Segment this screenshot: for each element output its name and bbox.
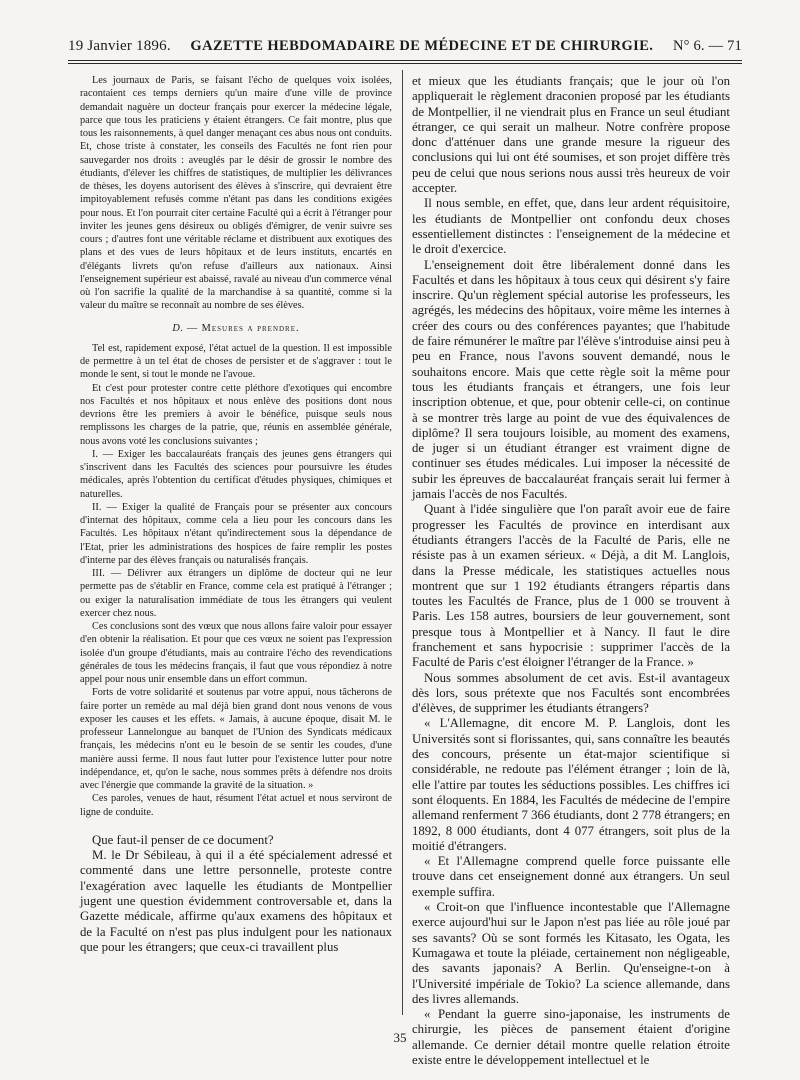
paragraph: Nous sommes absolument de cet avis. Est-il avantageux dès lors, sous prétexte que nos Facultés sont encombrées d'élèves, de supprimer les étudiants étrangers? bbox=[412, 670, 730, 716]
paragraph: Tel est, rapidement exposé, l'état actuel de la question. Il est impossible de permettre à un tel état de choses de persister et de s'aggraver : tout le monde le sent, si tout le monde ne l'avoue. bbox=[80, 342, 392, 381]
paragraph: Forts de votre solidarité et soutenus par votre appui, nous tâcherons de faire porter un remède au mal déjà bien grand dont nous venons de vous exposer les causes et les effets. « Jamais, à aucune époque, disait M. le professeur Lannelongue au banquet de l'Union des Syndicats médicaux français, les médecins n'ont eu le besoin de se sentir les coudes, d'une manière aussi ferme. Il nous faut lutter pour l'existence lutter pour notre indépendance, et, qu'on le sache, nous sommes prêts à défendre nos droits avec l'énergie que commande la gravité de la situation. » bbox=[80, 687, 392, 791]
paragraph: M. le Dr Sébileau, à qui il a été spécialement adressé et commenté dans une lettre personnelle, proteste contre l'exagération avec laquelle les étudiants de Montpellier jugent une question évidemment controversable et, dans la Gazette médicale, affirme qu'aux examens des hôpitaux et de la Faculté on n'est pas plus indulgent pour les nationaux que pour les étrangers; que ceux-ci travaillent plus bbox=[80, 848, 392, 954]
journal-title: GAZETTE HEBDOMADAIRE DE MÉDECINE ET DE CHIRURGIE. bbox=[190, 38, 654, 54]
column-divider bbox=[402, 70, 403, 1015]
paragraph: Il nous semble, en effet, que, dans leur ardent réquisitoire, les étudiants de Montpellier ont confondu deux choses essentiellement distinctes : l'enseignement de la médecine et le droit d'exercice. bbox=[412, 196, 730, 257]
quote-paragraph: « Pendant la guerre sino-japonaise, les instruments de chirurgie, les pièces de pansement étaient d'origine allemande. Ce dernier détail montre quelle relation étroite existe entre le développement intellectuel et le bbox=[412, 1007, 730, 1067]
paragraph: et mieux que les étudiants français; que le jour où l'on appliquerait le règlement draconien proposé par les étudiants de Montpellier, il ne viendrait plus en France un seul étudiant étranger, ce qui serait un malheur. Notre confrère propose donc d'atténuer dans une grande mesure la rigueur des conclusions qui lui ont été soumises, et son projet diffère très peu de celui que nous serions nous aussi très heureux de voir accepter. bbox=[412, 74, 730, 196]
quote-paragraph: « L'Allemagne, dit encore M. P. Langlois, dont les Universités sont si florissantes, qui, sans connaître les beautés des concours, présente un état-major scientifique si considérable, ne redoute pas l'élément étranger ; loin de là, elle l'attire par toutes les séductions possibles. Les chiffres ici sont éloquents. En 1884, les Facultés de médecine de l'empire allemand renferment 7 366 étudiants, dont 2 778 étrangers; en 1892, 8 000 étudiants, dont 4 077 étrangers, soit plus de la moitié d'étrangers. bbox=[412, 716, 730, 853]
section-heading bbox=[80, 322, 392, 335]
issue-and-page: N° 6. — 71 bbox=[672, 38, 742, 54]
paragraph: Ces paroles, venues de haut, résument l'état actuel et nous serviront de ligne de conduite. bbox=[80, 793, 392, 818]
running-header bbox=[68, 38, 742, 55]
header-rule-bottom bbox=[68, 63, 742, 64]
conclusion-item: II. — Exiger la qualité de Français pour se présenter aux concours d'internat des hôpitaux, comme cela a lieu pour les concours dans les Facultés. Les hôpitaux n'étant qu'indirectement sous la dépendance de l'Etat, prier les administrations des hospices de faire remplir les postes d'interne par des élèves français ou naturalisés français. bbox=[80, 501, 392, 566]
conclusion-item: III. — Délivrer aux étrangers un diplôme de docteur qui ne leur permette pas de s'établir en France, comme cela est pratiqué à l'étranger ; ou exiger la naturalisation immédiate de tous les étrangers qui veulent exercer chez nous. bbox=[80, 568, 392, 619]
paragraph: L'enseignement doit être libéralement donné dans les Facultés et dans les hôpitaux à tous ceux qui désirent s'y faire inscrire. Qu'un règlement spécial autorise les professeurs, les agrégés, les médecins des hôpitaux, voire même les internes à créer des cours ou des conférences payantes; que l'habitude de faire rémunérer le maître par l'élève s'introduise ainsi peu à peu en France, nous l'avons souvent demandé, nous le souhaitons encore. Mais que cette règle soit la même pour tous les étudiants français et étrangers, une fois leur inscription obtenue, et que, pour obtenir celle-ci, on continue à se montrer très large au point de vue des équivalences de diplôme? Il sera toujours loisible, au moment des examens, de juger si un étudiant étranger est vraiment digne de continuer ses études médicales. Lui imposer la nécessité de subir les épreuves de baccalauréat français serait lui fermer à jamais l'accès de nos Facultés. bbox=[412, 257, 730, 502]
commentary-block bbox=[80, 833, 392, 955]
section-letter: D. bbox=[172, 322, 184, 334]
paragraph: Et c'est pour protester contre cette pléthore d'exotiques qui encombre nos Facultés et nos hôpitaux et nous enlève des positions dont nous devrions être les premiers à avoir le bénéfice, puisque seuls nous remplissons les charges de la patrie, que, réunis en assemblée générale, nous avons voté les conclusions suivantes ; bbox=[80, 382, 392, 447]
paragraph: Ces conclusions sont des vœux que nous allons faire valoir pour essayer d'en obtenir la réalisation. Et pour que ces vœux ne soient pas l'expression isolée d'un groupe d'étudiants, mais au contraire l'écho des revendications générales de tous les médecins français, il faut que vous répondiez à notre appel pour nous unir ensemble dans un effort commun. bbox=[80, 621, 392, 685]
page-number: 35 bbox=[393, 1030, 407, 1045]
conclusion-item: I. — Exiger les baccalauréats français des jeunes gens étrangers qui s'inscrivent dans les Facultés des sciences pour poursuivre les études médicales, après l'obtention du certificat d'études physiques, chimiques et naturelles. bbox=[80, 448, 392, 500]
issue-date: 19 Janvier 1896. bbox=[68, 38, 171, 54]
right-column bbox=[412, 74, 730, 1068]
paragraph: Quant à l'idée singulière que l'on paraît avoir eue de faire progresser les Facultés de province en interdisant aux étudiants étrangers l'accès de la Faculté de Paris, elle ne résiste pas à un examen sérieux. « Déjà, a dit M. Langlois, dans la Presse médicale, les statistiques actuelles nous montrent que sur 1 192 étudiants étrangers répartis dans toutes les Facultés de France, plus de 1 000 se trouvent à Paris. Les 158 autres, boursiers de leur gouvernement, sont presque tous à Montpellier et à Nancy. Il faut le dire franchement et sans hypocrisie : supprimer l'accès de la Faculté de Paris c'est éloigner l'étranger de la France. » bbox=[412, 502, 730, 670]
quote-paragraph: « Et l'Allemagne comprend quelle force puissante elle trouve dans cet enseignement donné aux étrangers. Un seul exemple suffira. bbox=[412, 854, 730, 899]
section-title: — Mesures a prendre. bbox=[186, 322, 300, 334]
quote-paragraph: « Croit-on que l'influence incontestable que l'Allemagne exerce aujourd'hui sur le Japon n'est pas liée au rôle joué par ses savants? Où se sont formés les Kitasato, les Ogata, les Kumagawa et toute la pléiade, certainement non négligeable, des savants japonais? A Berlin. Qu'enseigne-t-on à l'Université impériale de Tokio? La science allemande, dans des livres allemands. bbox=[412, 900, 730, 1006]
paragraph: Les journaux de Paris, se faisant l'écho de quelques voix isolées, racontaient ces temps derniers qu'un maire d'une ville de province demandait naguère un docteur français pour exercer la médecine légale, parce que tous les praticiens y étaient étrangers. Ce fait montre, plus que tous les raisonnements, à quel danger menaçant ces abus nous ont conduits. Et, chose triste à constater, les conseils des Facultés ne font rien pour sauvegarder nos droits : aveuglés par le désir de grossir le nombre des étudiants, d'élever les chiffres de statistiques, de multiplier les délivrances de thèses, les doyens autorisent des élèves à s'inscrire, qui devraient être impitoyablement refusés comme n'étant pas dans les conditions exigées pour nous. Et l'on pourrait citer certaine Faculté qui a écrit à l'étranger pour inviter les jeunes gens désireux ou obligés d'émigrer, de venir suivre ses cours ; d'autres font une véritable réclame et distribuent aux exotiques des plans et des vues de leurs hôpitaux et de leurs instituts, encartés en d'élégants livrets qu'on refuse d'ailleurs aux nationaux. Ainsi l'enseignement supérieur est abaissé, ravalé au niveau d'un commerce vénal où l'on sacrifie la qualité de la marchandise à sa quantité, comme si la valeur du maître se reconnaît au nombre de ses élèves. bbox=[80, 75, 392, 312]
left-column bbox=[80, 74, 392, 955]
header-rule-top bbox=[68, 60, 742, 61]
question-line: Que faut-il penser de ce document? bbox=[92, 832, 274, 847]
